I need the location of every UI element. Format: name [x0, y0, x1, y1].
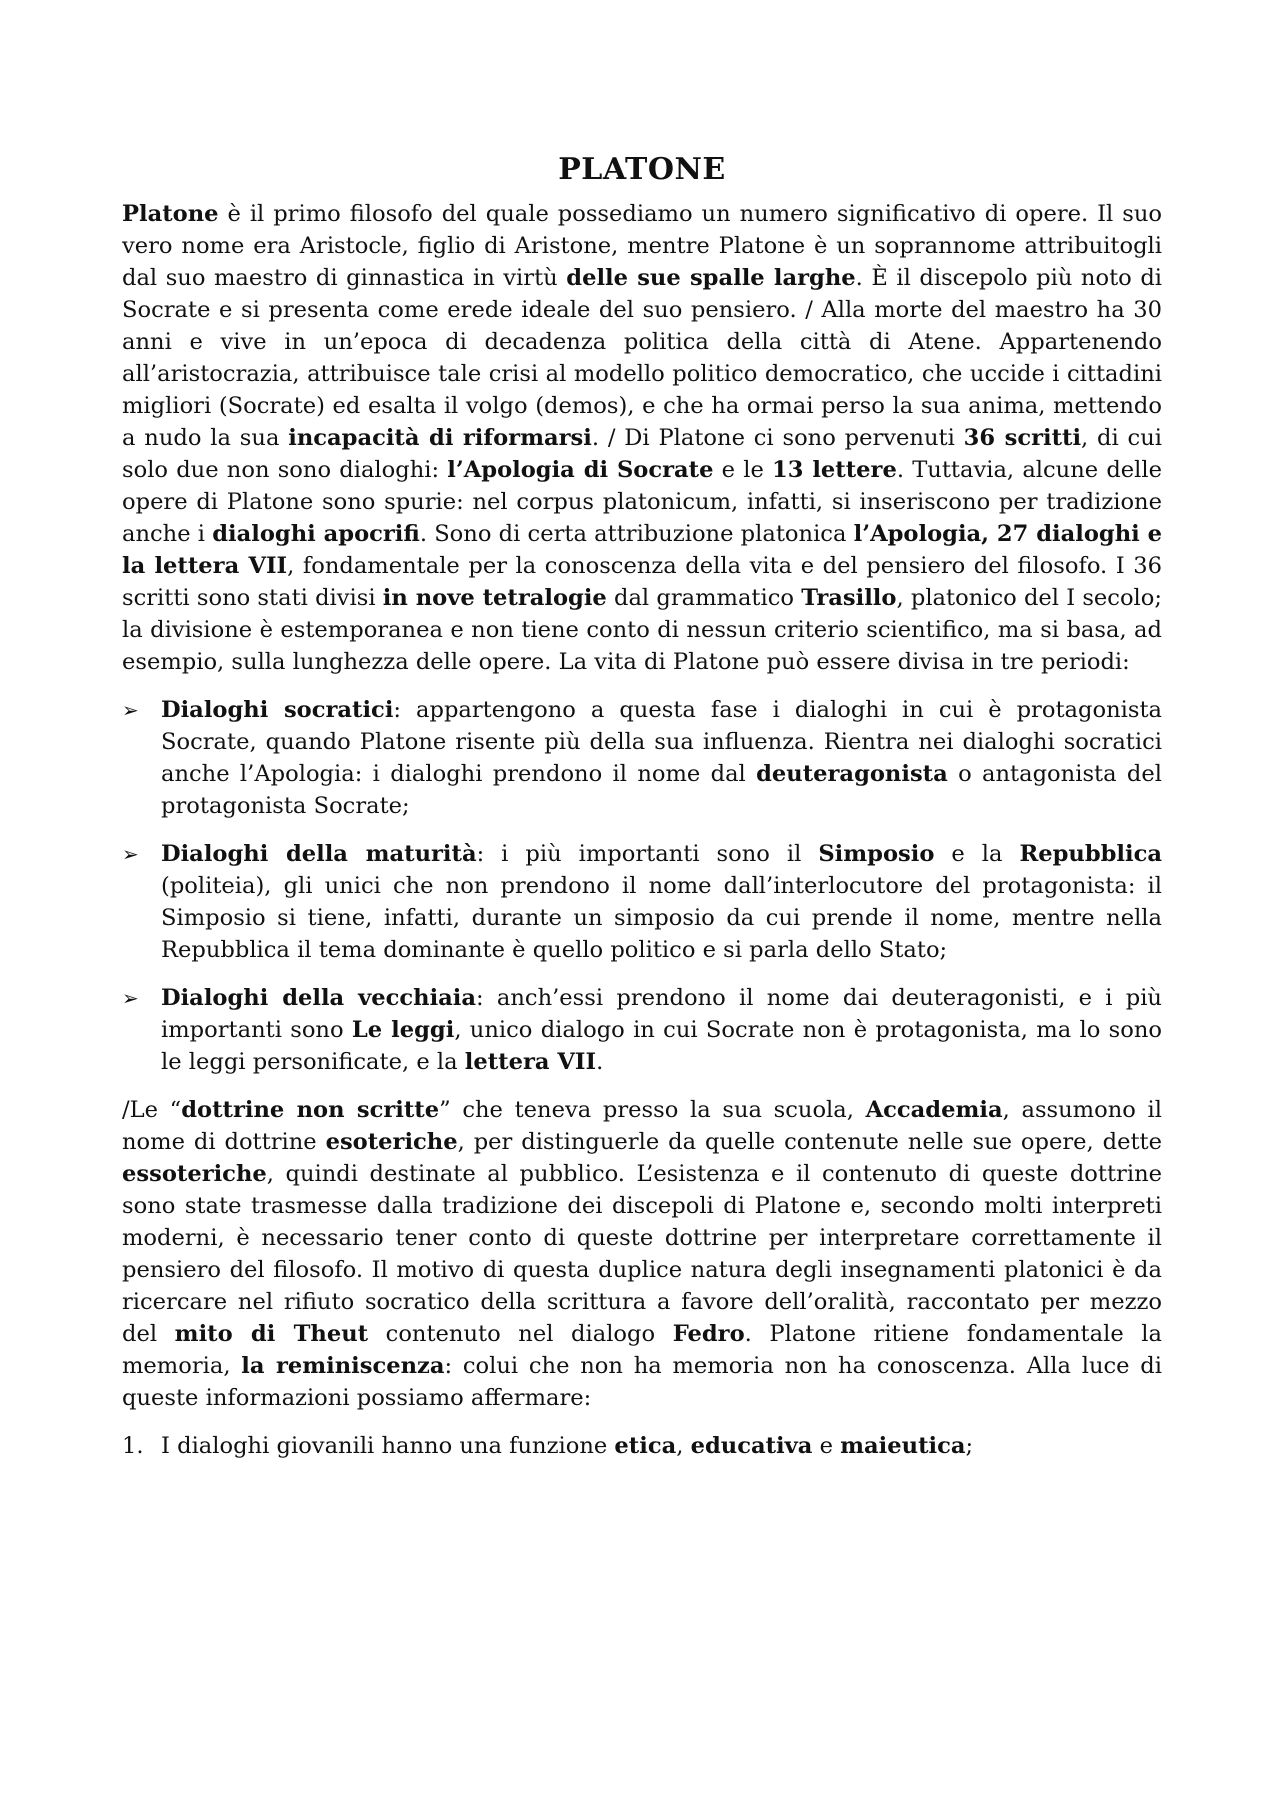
- period-text: [161, 985, 1162, 1075]
- arrow-bullet-icon: ➢: [122, 698, 139, 722]
- arrow-bullet-icon: ➢: [122, 986, 139, 1010]
- text-run: . Sono di certa attribuzione platonica: [419, 521, 854, 547]
- bold-text: Le leggi: [351, 1017, 455, 1043]
- bold-text: lettera VII: [464, 1049, 597, 1075]
- bold-text: maieutica: [840, 1433, 966, 1459]
- text-run: /Le “: [122, 1097, 182, 1123]
- bold-text: Trasillo: [801, 585, 897, 611]
- text-run: e le: [713, 457, 773, 483]
- list-item: [122, 694, 1162, 822]
- intro-paragraph: [122, 198, 1162, 678]
- bold-text: Dialoghi della vecchiaia: [161, 985, 477, 1011]
- bold-text: essoteriche: [122, 1161, 267, 1187]
- list-item: [122, 838, 1162, 966]
- text-run: e: [812, 1433, 841, 1459]
- bold-text: esoteriche: [325, 1129, 458, 1155]
- text-run: ,: [676, 1433, 691, 1459]
- text-run: ” che teneva presso la sua scuola,: [439, 1097, 866, 1123]
- list-item: [122, 1430, 1162, 1462]
- bold-text: Fedro: [672, 1321, 745, 1347]
- text-run: dal grammatico: [606, 585, 802, 611]
- bold-text: Accademia: [865, 1097, 1003, 1123]
- bold-text: deuteragonista: [756, 761, 948, 787]
- bold-text: dottrine non scritte: [181, 1097, 440, 1123]
- bold-text: Platone: [122, 201, 219, 227]
- bold-text: la reminiscenza: [241, 1353, 445, 1379]
- text-run: . Platone ritiene fondamentale la memoria,: [122, 1321, 1162, 1379]
- list-number: 1.: [122, 1433, 144, 1459]
- text-run: : colui che non ha memoria non ha conoscenza. Alla luce di queste informazioni possiamo affermare:: [122, 1353, 1162, 1411]
- text-run: , quindi destinate al pubblico. L’esistenza e il contenuto di queste dottrine sono state trasmesse dalla tradizione dei discepoli di Platone e, secondo molti interpreti moderni, è necessario tener conto di queste dottrine per interpretare correttamente il pensiero del filosofo. Il motivo di questa duplice natura degli insegnamenti platonici è da ricercare nel rifiuto socratico della scrittura a favore dell’oralità, raccontato per mezzo del: [122, 1161, 1162, 1347]
- period-text: [161, 697, 1162, 819]
- text-run: I dialoghi giovanili hanno una funzione: [161, 1433, 615, 1459]
- text-run: , fondamentale per la conoscenza della vita e del pensiero del filosofo. I 36 scritti sono stati divisi: [122, 553, 1163, 611]
- doctrines-paragraph: [122, 1094, 1162, 1414]
- bold-text: in nove tetralogie: [382, 585, 607, 611]
- periods-list: [122, 694, 1162, 1078]
- bold-text: 13 lettere: [772, 457, 897, 483]
- text-run: , di cui solo due non sono dialoghi:: [122, 425, 1162, 483]
- bold-text: Dialoghi della maturità: [161, 841, 477, 867]
- conclusion-text: [161, 1433, 973, 1459]
- conclusions-list: [122, 1430, 1162, 1462]
- text-run: . Tuttavia, alcune delle opere di Platone sono spurie: nel corpus platonicum, infatti, si inseriscono per tradizione anche i: [122, 457, 1162, 547]
- text-run: e la: [934, 841, 1020, 867]
- bold-text: Dialoghi socratici: [161, 697, 394, 723]
- list-item: [122, 982, 1162, 1078]
- bold-text: Simposio: [818, 841, 935, 867]
- text-run: , assumono il nome di dottrine: [122, 1097, 1162, 1155]
- bold-text: dialoghi apocrifi: [212, 521, 420, 547]
- text-run: : appartengono a questa fase i dialoghi in cui è protagonista Socrate, quando Platone risente più della sua influenza. Rientra nei dialoghi socratici anche l’Apologia: i dialoghi prendono il nome dal: [161, 697, 1163, 787]
- bold-text: incapacità di riformarsi: [288, 425, 592, 451]
- text-run: . / Di Platone ci sono pervenuti: [591, 425, 964, 451]
- bold-text: 36 scritti: [963, 425, 1082, 451]
- page-title: PLATONE: [558, 152, 726, 187]
- bold-text: mito di Theut: [174, 1321, 369, 1347]
- text-run: . È il discepolo più noto di Socrate e si presenta come erede ideale del suo pensiero. / Alla morte del maestro ha 30 anni e vive in un’epoca di decadenza politica della città di Atene. Appartenendo all’aristocrazia, attribuisce tale crisi al modello politico democratico, che uccide i cittadini migliori (Socrate) ed esalta il volgo (demos), e che ha ormai perso la sua anima, mettendo a nudo la sua: [122, 265, 1163, 451]
- document-page: [122, 150, 1162, 1462]
- bold-text: etica: [614, 1433, 677, 1459]
- arrow-bullet-icon: ➢: [122, 842, 139, 866]
- bold-text: educativa: [690, 1433, 813, 1459]
- text-run: ;: [965, 1433, 974, 1459]
- bold-text: l’Apologia, 27 dialoghi e la lettera VII: [122, 521, 1163, 579]
- text-run: , unico dialogo in cui Socrate non è protagonista, ma lo sono le leggi personificate, e la: [161, 1017, 1162, 1075]
- bold-text: delle sue spalle larghe: [566, 265, 856, 291]
- text-run: , platonico del I secolo; la divisione è estemporanea e non tiene conto di nessun criterio scientifico, ma si basa, ad esempio, sulla lunghezza delle opere. La vita di Platone può essere divisa in tre periodi:: [122, 585, 1162, 675]
- text-run: , per distinguerle da quelle contenute nelle sue opere, dette: [457, 1129, 1162, 1155]
- text-run: (politeia), gli unici che non prendono il nome dall’interlocutore del protagonista: il Simposio si tiene, infatti, durante un simposio da cui prende il nome, mentre nella Repubblica il tema dominante è quello politico e si parla dello Stato;: [161, 873, 1162, 963]
- text-run: contenuto nel dialogo: [368, 1321, 673, 1347]
- text-run: .: [596, 1049, 604, 1075]
- text-run: è il primo filosofo del quale possediamo un numero significativo di opere. Il suo vero nome era Aristocle, figlio di Aristone, mentre Platone è un soprannome attribuitogli dal suo maestro di ginnastica in virtù: [122, 201, 1162, 291]
- bold-text: l’Apologia di Socrate: [447, 457, 714, 483]
- bold-text: Repubblica: [1019, 841, 1162, 867]
- period-text: [161, 841, 1162, 963]
- text-run: : anch’essi prendono il nome dai deuteragonisti, e i più importanti sono: [161, 985, 1162, 1043]
- text-run: o antagonista del protagonista Socrate;: [161, 761, 1162, 819]
- text-run: : i più importanti sono il: [476, 841, 819, 867]
